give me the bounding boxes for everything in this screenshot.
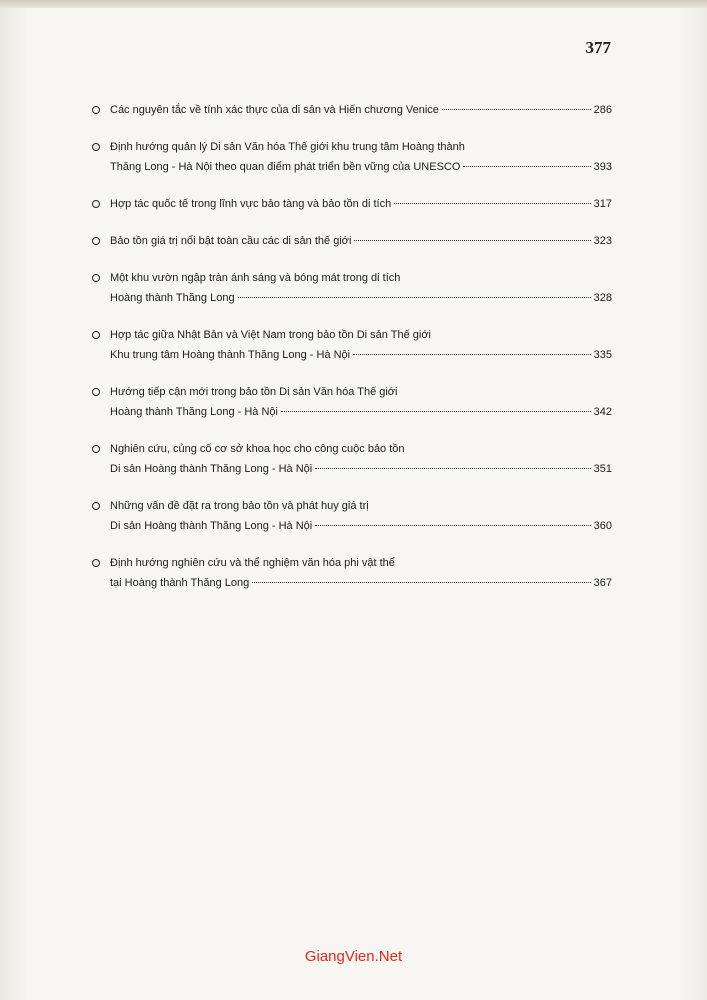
toc-entry[interactable] — [92, 325, 612, 365]
circle-bullet-icon — [92, 388, 100, 396]
circle-bullet-icon — [92, 143, 100, 151]
toc-entry-title-line1: Hợp tác giữa Nhật Bản và Việt Nam trong bảo tồn Di sản Thế giới — [110, 329, 431, 341]
dot-leader — [353, 354, 591, 355]
toc-entry-last-line — [110, 573, 612, 593]
toc-entry-last-line — [110, 100, 612, 120]
toc-entry[interactable] — [92, 100, 612, 120]
toc-entry-last-line — [110, 345, 612, 365]
dot-leader — [315, 525, 590, 526]
toc-entry-page: 323 — [593, 235, 612, 247]
toc-entry-page: 335 — [593, 349, 612, 361]
page-top-edge — [0, 0, 707, 8]
toc-entry-page: 360 — [593, 520, 612, 532]
toc-entry-page: 367 — [593, 577, 612, 589]
dot-leader — [442, 109, 591, 110]
dot-leader — [394, 203, 590, 204]
toc-entry-last-line — [110, 402, 612, 422]
toc-entry-last-line — [110, 231, 612, 251]
toc-entry-page: 317 — [593, 198, 612, 210]
toc-entry-last-line — [110, 459, 612, 479]
toc-entry-title-line1: Một khu vườn ngập tràn ánh sáng và bóng mát trong di tích — [110, 272, 401, 284]
toc-entry[interactable] — [92, 231, 612, 251]
toc-entry[interactable] — [92, 137, 612, 177]
dot-leader — [315, 468, 590, 469]
toc-entry-last-line — [110, 194, 612, 214]
toc-entry-title-line2: Di sản Hoàng thành Thăng Long - Hà Nội — [110, 463, 313, 475]
toc-entry-title-line1: Hướng tiếp cận mới trong bảo tồn Di sản Văn hóa Thế giới — [110, 386, 398, 398]
toc-entry-page: 393 — [593, 161, 612, 173]
toc-entry[interactable] — [92, 439, 612, 479]
toc-entry-title: Hợp tác quốc tế trong lĩnh vực bảo tàng và bảo tồn di tích — [110, 198, 392, 210]
watermark-text: GiangVien.Net — [304, 948, 403, 965]
toc-entry-last-line — [110, 157, 612, 177]
page-number: 377 — [585, 38, 611, 57]
toc-entry-title-line1: Những vấn đề đặt ra trong bảo tồn và phát huy giá trị — [110, 500, 369, 512]
toc-entry-title: Bảo tồn giá trị nổi bật toàn cầu các di sản thế giới — [110, 235, 352, 247]
table-of-contents — [92, 100, 612, 610]
toc-entry-title-line1: Định hướng quản lý Di sản Văn hóa Thế giới khu trung tâm Hoàng thành — [110, 141, 465, 153]
toc-entry[interactable] — [92, 496, 612, 536]
circle-bullet-icon — [92, 445, 100, 453]
toc-entry[interactable] — [92, 553, 612, 593]
dot-leader — [281, 411, 591, 412]
toc-entry-title: Các nguyên tắc về tính xác thực của di sản và Hiến chương Venice — [110, 104, 439, 116]
toc-entry-title-line2: tại Hoàng thành Thăng Long — [110, 577, 250, 589]
toc-entry-title-line2: Hoàng thành Thăng Long — [110, 292, 235, 304]
toc-entry-title-line2: Di sản Hoàng thành Thăng Long - Hà Nội — [110, 520, 313, 532]
circle-bullet-icon — [92, 106, 100, 114]
toc-entry[interactable] — [92, 382, 612, 422]
toc-entry-page: 286 — [593, 104, 612, 116]
dot-leader — [252, 582, 590, 583]
toc-entry-page: 328 — [593, 292, 612, 304]
circle-bullet-icon — [92, 331, 100, 339]
circle-bullet-icon — [92, 237, 100, 245]
toc-entry-title-line2: Thăng Long - Hà Nội theo quan điểm phát triển bền vững của UNESCO — [110, 161, 461, 173]
toc-entry-last-line — [110, 516, 612, 536]
toc-entry-title-line2: Hoàng thành Thăng Long - Hà Nội — [110, 406, 278, 418]
dot-leader — [238, 297, 591, 298]
toc-entry-page: 342 — [593, 406, 612, 418]
toc-entry-last-line — [110, 288, 612, 308]
circle-bullet-icon — [92, 559, 100, 567]
dot-leader — [463, 166, 590, 167]
toc-entry-title-line1: Nghiên cứu, củng cố cơ sở khoa học cho công cuộc bảo tồn — [110, 443, 405, 455]
circle-bullet-icon — [92, 502, 100, 510]
toc-entry-title-line2: Khu trung tâm Hoàng thành Thăng Long - Hà Nội — [110, 349, 351, 361]
dot-leader — [354, 240, 590, 241]
circle-bullet-icon — [92, 274, 100, 282]
toc-entry[interactable] — [92, 194, 612, 214]
toc-entry[interactable] — [92, 268, 612, 308]
circle-bullet-icon — [92, 200, 100, 208]
toc-entry-title-line1: Định hướng nghiên cứu và thể nghiệm văn hóa phi vật thể — [110, 557, 395, 569]
toc-entry-page: 351 — [593, 463, 612, 475]
